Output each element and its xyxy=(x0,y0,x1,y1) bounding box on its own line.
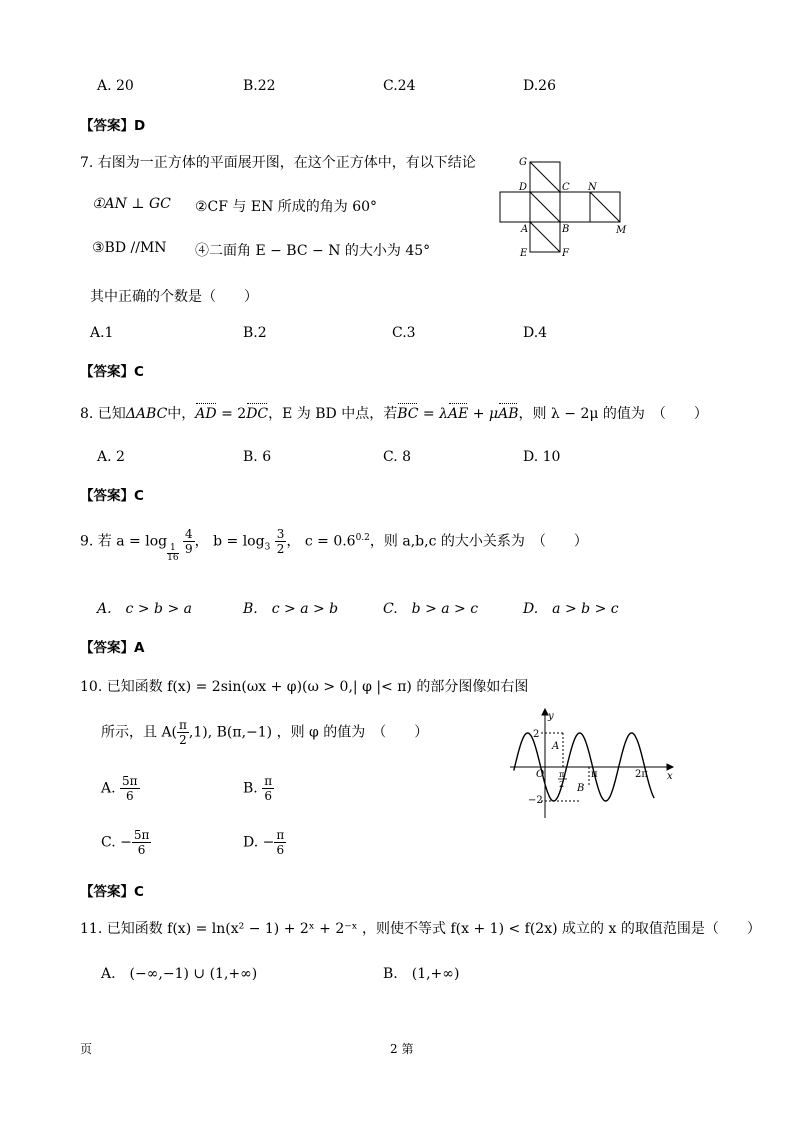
q8-text: ，则 λ − 2μ 的值为 （ ） xyxy=(518,406,708,422)
q10-option-a xyxy=(101,774,140,803)
diagonal-db xyxy=(530,192,560,222)
frac-den: 6 xyxy=(276,843,285,857)
y-label: y xyxy=(548,711,554,722)
option-label: B. xyxy=(243,780,258,797)
q10-text: 所示，且 A( xyxy=(101,724,178,741)
x-axis-arrow xyxy=(667,764,673,770)
q8-text: = λ xyxy=(418,406,448,422)
option-fraction xyxy=(274,828,286,857)
pi-half-den: 2 xyxy=(559,780,565,789)
q8-stem xyxy=(80,403,708,423)
q9-option-b: B. c > a > b xyxy=(243,601,339,617)
label-e: E xyxy=(520,248,528,259)
diagonal-nm xyxy=(590,192,620,222)
q9-fraction-3-2 xyxy=(275,527,287,556)
q8-answer xyxy=(80,484,144,504)
q10-option-c xyxy=(101,828,151,857)
vector-ab: AB xyxy=(498,406,519,422)
diagonal-gc xyxy=(530,162,560,192)
frac-num: 5π xyxy=(122,774,138,788)
q10-option-b xyxy=(243,774,274,803)
q8-option-a: A. 2 xyxy=(97,449,125,465)
q7-option-b: B.2 xyxy=(243,325,267,341)
pi-half-num: π xyxy=(559,770,565,779)
pi-label: π xyxy=(591,769,598,780)
frac-num: 3 xyxy=(276,527,285,541)
y-bottom-label: −2 xyxy=(528,795,543,806)
q7-option-c: C.3 xyxy=(392,325,416,341)
answer-label: 【答案】 xyxy=(80,364,134,380)
answer-label: 【答案】 xyxy=(80,118,134,134)
q9-stem xyxy=(80,527,588,563)
cube-net-figure xyxy=(490,150,640,265)
footer-page-number: 2 第 xyxy=(390,1042,414,1056)
q10-answer xyxy=(80,880,144,900)
q7-option-d: D.4 xyxy=(523,325,548,341)
x-label: x xyxy=(667,771,673,782)
two-pi-label: 2π xyxy=(635,769,648,780)
option-fraction xyxy=(120,774,140,803)
sine-graph-figure xyxy=(505,705,675,820)
origin-label: O xyxy=(536,769,545,780)
frac-num: 4 xyxy=(185,527,193,541)
q9-answer xyxy=(80,636,144,656)
q8-option-d: D. 10 xyxy=(523,449,561,465)
q10-text: ,1), B(π,−1) ，则 φ 的值为 （ ） xyxy=(188,724,429,741)
q8-text: + μ xyxy=(468,406,499,422)
q8-option-b: B. 6 xyxy=(243,449,272,465)
q9-text: ，则 a,b,c 的大小关系为 （ ） xyxy=(369,533,588,550)
q11-stem: 11. 已知函数 f(x) = ln(x² − 1) + 2ˣ + 2⁻ˣ ，则使不等式 f(x + 1) < f(2x) 成立的 x 的取值范围是（ ） xyxy=(80,921,761,937)
q6-option-d: D.26 xyxy=(523,78,556,94)
net-square-right1 xyxy=(560,192,590,222)
q9-text: ， b = log xyxy=(194,533,265,550)
q11-option-a: A. (−∞,−1) ∪ (1,+∞) xyxy=(101,966,258,982)
frac-den: 2 xyxy=(276,542,285,556)
q8-text: 中， xyxy=(167,406,196,422)
frac-den: 6 xyxy=(125,789,134,803)
label-c: C xyxy=(562,182,570,193)
q7-stem: 7. 右图为一正方体的平面展开图，在这个正方体中，有以下结论 xyxy=(80,155,476,171)
vector-dc: DC xyxy=(246,406,269,422)
frac-num: 5π xyxy=(133,828,150,842)
frac-den: 6 xyxy=(137,843,146,857)
label-d: D xyxy=(519,182,528,193)
q7-statement-4: ④二面角 E − BC − N 的大小为 45° xyxy=(195,243,431,259)
q9-exponent: 0.2 xyxy=(355,532,370,543)
q9-fraction-4-9 xyxy=(183,527,195,556)
q8-option-c: C. 8 xyxy=(383,449,412,465)
q9-log-base xyxy=(167,544,178,563)
q6-option-a: A. 20 xyxy=(97,78,134,94)
q9-log3-base: 3 xyxy=(264,542,271,553)
q7-statement-1: ①AN ⊥ GC xyxy=(92,196,171,212)
q9-option-a: A. c > b > a xyxy=(97,601,192,617)
vector-ad: AD xyxy=(195,406,217,422)
answer-value: C xyxy=(134,884,144,900)
label-b: B xyxy=(562,224,570,235)
frac-num: π xyxy=(276,828,285,842)
q7-option-a: A.1 xyxy=(90,325,114,341)
option-sign: − xyxy=(262,834,275,851)
point-b-label: B xyxy=(577,783,585,794)
vector-ae: AE xyxy=(448,406,469,422)
answer-value: D xyxy=(134,118,146,134)
option-label: D. xyxy=(243,834,259,851)
net-square-left xyxy=(500,192,530,222)
point-a-label: A xyxy=(552,741,560,752)
q9-text: 9. 若 a = log xyxy=(80,533,168,550)
q7-statement-2: ②CF 与 EN 所成的角为 60° xyxy=(195,199,378,215)
q6-answer xyxy=(80,114,145,134)
q8-triangle: ΔABC xyxy=(125,406,168,422)
answer-label: 【答案】 xyxy=(80,640,134,656)
q11-option-b: B. (1,+∞) xyxy=(383,966,460,982)
frac-den: 2 xyxy=(179,733,187,747)
q10-option-d xyxy=(243,828,286,857)
label-f: F xyxy=(562,248,569,259)
base-num: 1 xyxy=(167,544,178,554)
y-top-label: 2 xyxy=(533,729,540,740)
answer-value: C xyxy=(134,488,144,504)
q8-prefix: 8. 已知 xyxy=(80,406,126,422)
answer-value: C xyxy=(134,364,144,380)
q9-option-d: D. a > b > c xyxy=(523,601,619,617)
q6-option-b: B.22 xyxy=(243,78,276,94)
label-n: N xyxy=(588,182,597,193)
q9-text: ， c = 0.6 xyxy=(286,533,356,550)
vector-bc: BC xyxy=(397,406,419,422)
answer-label: 【答案】 xyxy=(80,884,134,900)
q10-line2 xyxy=(101,718,428,747)
q7-question: 其中正确的个数是（ ） xyxy=(90,289,258,305)
base-den: 16 xyxy=(167,552,179,563)
option-sign: − xyxy=(120,834,132,851)
label-a: A xyxy=(521,224,529,235)
footer-left: 页 xyxy=(80,1042,93,1056)
option-label: C. xyxy=(101,834,116,851)
answer-label: 【答案】 xyxy=(80,488,134,504)
frac-num: π xyxy=(179,718,187,732)
option-label: A. xyxy=(101,780,116,797)
q8-text: = 2 xyxy=(216,406,247,422)
frac-den: 9 xyxy=(185,542,193,556)
q7-statement-3: ③BD //MN xyxy=(92,240,167,256)
q6-option-c: C.24 xyxy=(383,78,416,94)
frac-den: 6 xyxy=(264,789,272,803)
label-g: G xyxy=(519,157,527,168)
option-fraction xyxy=(262,774,274,803)
frac-num: π xyxy=(264,774,273,788)
q10-point-a-x xyxy=(177,718,189,747)
q10-stem: 10. 已知函数 f(x) = 2sin(ωx + φ)(ω > 0,| φ |< π) 的部分图像如右图 xyxy=(80,679,529,695)
q9-option-c: C. b > a > c xyxy=(383,601,479,617)
answer-value: A xyxy=(134,640,145,656)
q7-answer xyxy=(80,360,144,380)
label-m: M xyxy=(616,225,627,236)
q8-text: ，E 为 BD 中点，若 xyxy=(268,406,398,422)
option-fraction xyxy=(132,828,152,857)
diagonal-af xyxy=(530,222,560,252)
